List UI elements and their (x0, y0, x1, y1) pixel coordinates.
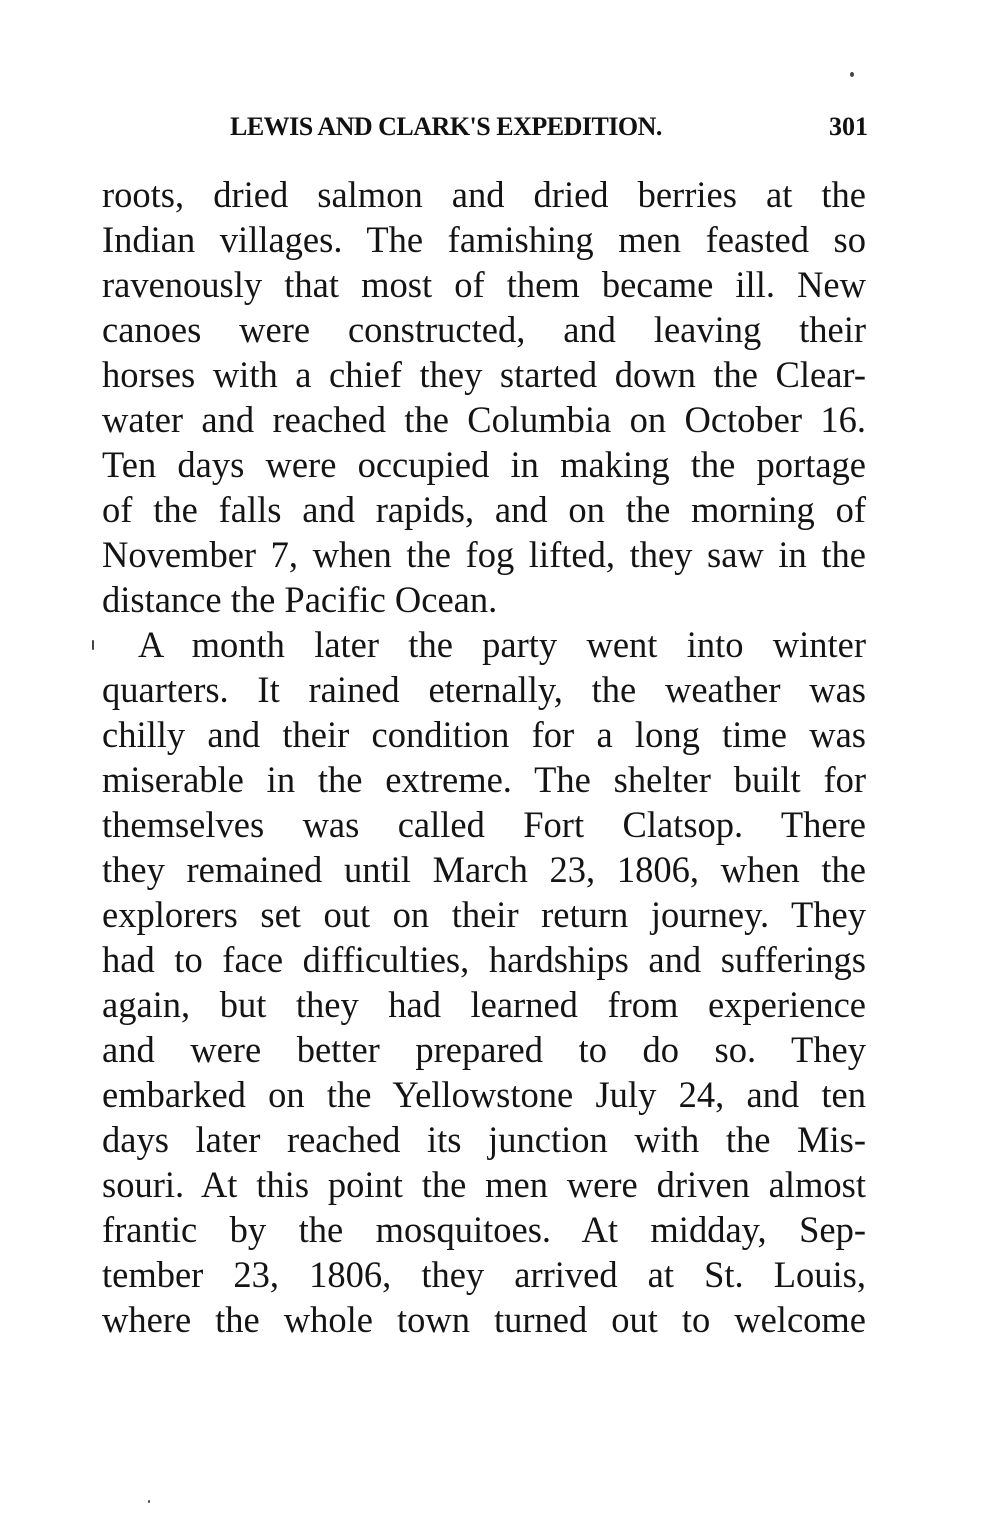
text-line: of the falls and rapids, and on the morning of (102, 489, 866, 530)
text-line: Ten days were occupied in making the portage (102, 444, 866, 485)
text-line: souri. At this point the men were driven almost (102, 1164, 866, 1205)
running-head (100, 112, 870, 148)
text-line: chilly and their condition for a long time was (102, 714, 866, 755)
text-line: A month later the party went into winter (138, 624, 866, 665)
text-line: canoes were constructed, and leaving their (102, 309, 866, 350)
paragraph-2 (102, 622, 866, 1342)
text-line: explorers set out on their return journey. They (102, 894, 866, 935)
text-line: and were better prepared to do so. They (102, 1029, 866, 1070)
scan-speck (850, 72, 854, 77)
text-line: roots, dried salmon and dried berries at the (102, 174, 866, 215)
scan-speck (148, 1500, 150, 1503)
text-line: days later reached its junction with the Mis- (102, 1119, 866, 1160)
text-line: where the whole town turned out to welcome (102, 1299, 866, 1340)
text-line: ravenously that most of them became ill. New (102, 264, 866, 305)
text-line: had to face difficulties, hardships and sufferings (102, 939, 866, 980)
text-line: water and reached the Columbia on October 16. (102, 399, 866, 440)
paragraph-1 (102, 172, 866, 622)
body-text (102, 172, 866, 1342)
text-line: miserable in the extreme. The shelter built for (102, 759, 866, 800)
text-line: Indian villages. The famishing men feasted so (102, 219, 866, 260)
text-line: again, but they had learned from experience (102, 984, 866, 1025)
text-line: embarked on the Yellowstone July 24, and ten (102, 1074, 866, 1115)
text-line: November 7, when the fog lifted, they saw in the (102, 534, 866, 575)
text-line: themselves was called Fort Clatsop. There (102, 804, 866, 845)
text-line: quarters. It rained eternally, the weather was (102, 669, 866, 710)
text-line: frantic by the mosquitoes. At midday, Sep- (102, 1209, 866, 1250)
scan-speck (92, 640, 94, 650)
page-number: 301 (829, 112, 868, 141)
text-line: tember 23, 1806, they arrived at St. Louis, (102, 1254, 866, 1295)
text-line: they remained until March 23, 1806, when the (102, 849, 866, 890)
text-line: distance the Pacific Ocean. (102, 579, 498, 620)
text-line: horses with a chief they started down the Clear- (102, 354, 866, 395)
running-title: LEWIS AND CLARK'S EXPEDITION. (230, 112, 662, 141)
